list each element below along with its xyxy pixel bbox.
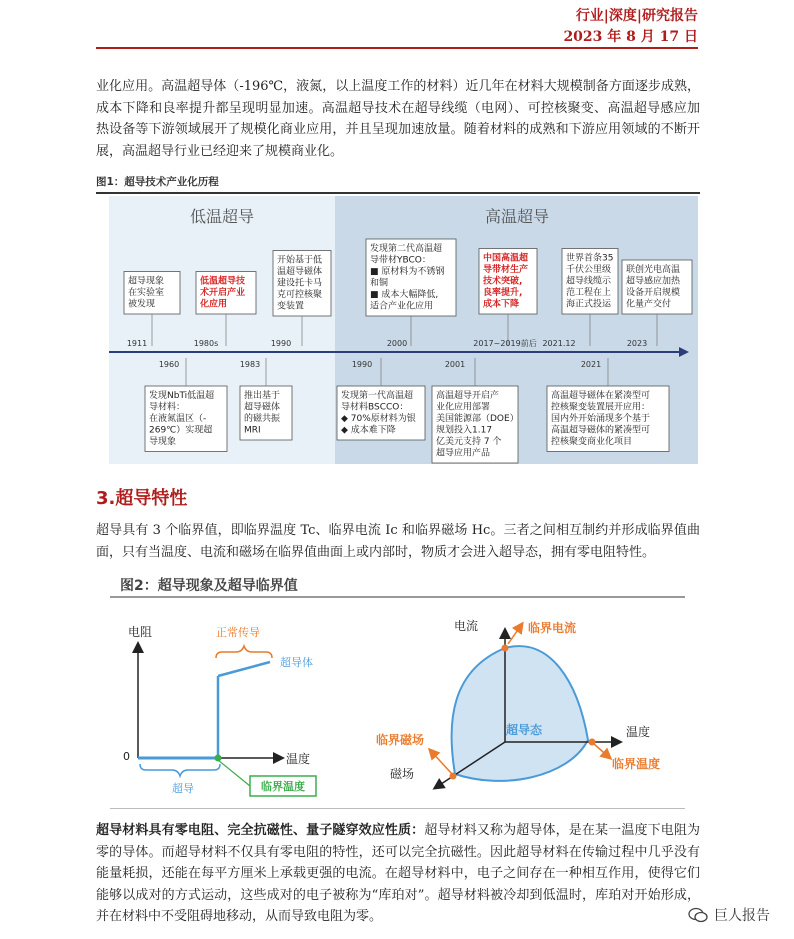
y-axis-label: 电阻 — [128, 625, 153, 639]
section-paragraph: 超导具有 3 个临界值，即临界温度 Tc、临界电流 Ic 和临界磁场 Hc。三者之间相互制约并形成临界值曲面，只有当温度、电流和磁场在临界值曲面上或内部时，物质才会进入超导态，拥有零电阻特性。 — [96, 523, 700, 560]
top-event-box-line: 导带材YBCO： — [370, 255, 431, 266]
top-event-box-line: 化应用 — [200, 299, 228, 310]
bottom-event-box-line: 导材料： — [149, 402, 186, 413]
top-event-box-line: 范工程在上 — [566, 288, 612, 298]
bottom-event-box-line: 高温超导磁体在紧凑型可 — [551, 391, 651, 401]
top-event-box-line: 成本下降 — [483, 299, 520, 310]
superconducting-brace — [140, 764, 220, 776]
top-event-box-line: 化量产交付 — [626, 299, 672, 310]
critical-temperature-label: 临界温度 — [261, 780, 305, 793]
bottom-event-box-line: 推出基于 — [244, 391, 281, 401]
bottom-event-box-line: 控核聚变商业化项目 — [551, 437, 633, 447]
bottom-event-box-line: 的磁共振 — [244, 414, 281, 424]
top-event-box-line: 导带材生产 — [483, 265, 529, 275]
bottom-event-box — [432, 386, 519, 463]
bottom-event-box-line: ◆ 成本难下降 — [341, 425, 396, 436]
bottom-event-box-line: 亿美元支持 7 个 — [436, 437, 502, 447]
figure2-caption: 图2：超导现象及超导临界值 — [120, 578, 298, 594]
top-event-box-line: 在实验室 — [128, 288, 165, 298]
x-axis-label: 温度 — [286, 752, 311, 766]
top-event-box-line: 克可控核聚 — [277, 290, 323, 300]
top-event-box-line: ■ 成本大幅降低, — [370, 290, 439, 300]
top-event-box-line: 世界首条35 — [566, 253, 614, 264]
critical-values-figure — [110, 600, 690, 810]
top-event-box — [124, 272, 180, 315]
current-axis-label: 电流 — [454, 619, 479, 633]
superconductor-timeline-figure — [109, 196, 698, 464]
report-header — [563, 6, 698, 48]
top-event-box-line: 变装置 — [277, 301, 305, 312]
bottom-event-box-line: 业化应用部署 — [436, 402, 491, 413]
top-event-box-line: 低温超导技 — [200, 276, 246, 287]
normal-state-line — [218, 662, 270, 676]
superconducting-region-label: 超导 — [172, 782, 194, 795]
top-event-box-line: 中国高温超 — [483, 253, 529, 264]
bottom-event-box-line: 美国能源部（DOE） — [436, 414, 519, 424]
bottom-event-box — [240, 386, 292, 440]
bottom-paragraph — [96, 820, 700, 928]
temperature-axis-label: 温度 — [626, 725, 651, 739]
timeline-year-bottom: 1960 — [158, 360, 180, 369]
figure1-caption: 图1：超导技术产业化历程 — [96, 176, 219, 188]
figure1-rule — [96, 192, 700, 194]
bottom-event-box-line: 269℃）实现超 — [149, 425, 213, 436]
top-event-box-line: 设备开启规模 — [626, 288, 681, 298]
normal-conduction-label: 正常传导 — [216, 626, 260, 639]
watermark — [688, 905, 770, 925]
critical-current-pointer — [508, 624, 522, 644]
bottom-event-box-line: 控核聚变装置展开应用： — [551, 402, 651, 413]
wechat-icon — [688, 907, 708, 923]
header-category: 行业|深度|研究报告 — [575, 8, 698, 24]
superconducting-state-label: 超导态 — [506, 723, 543, 737]
header-date: 2023 年 8 月 17 日 — [563, 29, 698, 45]
timeline-year-top: 1980s — [193, 339, 219, 348]
figure2-bottom-rule — [110, 808, 685, 809]
bottom-event-box-line: 高温超导磁体的紧凑型可 — [551, 425, 651, 436]
top-event-box-line: 和铜 — [370, 278, 389, 289]
critical-temp-pointer — [594, 744, 610, 758]
top-event-box — [622, 260, 692, 314]
bottom-event-box-line: 发现NbTi低温超 — [149, 391, 215, 401]
top-event-box-line: 海正式投运 — [566, 299, 612, 310]
resistance-temperature-plot — [123, 624, 316, 796]
figure2-rule — [110, 596, 685, 598]
bottom-event-box-line: 在液氮温区（- — [149, 414, 207, 424]
bottom-paragraph-lead: 超导材料具有零电阻、完全抗磁性、量子隧穿效应性质： — [96, 823, 425, 838]
top-event-box-line: 开始基于低 — [277, 255, 323, 266]
bottom-event-box — [547, 386, 669, 452]
top-event-box-line: 超导线缆示 — [566, 276, 612, 287]
bottom-event-box-line: 高温超导开启产 — [436, 391, 500, 401]
low-temp-title: 低温超导 — [189, 207, 255, 226]
top-event-box-line: 超导现象 — [128, 276, 165, 287]
top-event-box — [273, 251, 331, 317]
bottom-event-box-line: 超导磁体 — [244, 402, 281, 413]
header-divider — [96, 47, 698, 49]
top-event-box-line: 被发现 — [128, 299, 156, 310]
timeline-year-bottom: 1983 — [239, 360, 261, 369]
top-event-box-line: 超导感应加热 — [626, 276, 681, 287]
bottom-event-box-line: 导材料BSCCO： — [341, 402, 409, 413]
bottom-event-box — [145, 386, 227, 452]
normal-brace — [216, 646, 272, 658]
top-event-box — [196, 272, 256, 315]
bottom-event-box — [337, 386, 425, 440]
timeline-year-top: 2017~2019前后 — [473, 339, 537, 348]
critical-field-marker — [450, 773, 457, 780]
top-event-box-line: 良率提升, — [483, 288, 523, 298]
field-axis-label: 磁场 — [390, 767, 415, 781]
zero-label: 0 — [123, 750, 130, 763]
top-event-box-line: ■ 原材料为不锈钢 — [370, 267, 445, 277]
top-event-box-line: 千伏公里级 — [566, 265, 612, 275]
top-event-box — [366, 239, 456, 316]
timeline-year-top: 1990 — [270, 339, 292, 348]
watermark-text: 巨人报告 — [714, 908, 770, 924]
critical-surface — [452, 646, 588, 781]
critical-field-pointer — [430, 750, 452, 774]
top-event-box — [562, 249, 618, 315]
section-title: 3.超导特性 — [96, 488, 188, 509]
superconductor-label: 超导体 — [280, 656, 313, 669]
intro-paragraph: 业化应用。高温超导体（-196℃，液氮，以上温度工作的材料）近几年在材料大规模制备方面逐步成熟，成本下降和良率提升都呈现明显加速。高温超导技术在超导线缆（电网）、可控核聚变、高温超导感应加热设备等下游领域展开了规模化商业应用，并且呈现加速放量。随着材料的成熟和下游应用领域的不断开展，高温超导行业已经迎来了规模商业化。 — [96, 79, 700, 159]
critical-temp-label: 临界温度 — [612, 757, 661, 771]
bottom-event-box-line: 导现象 — [149, 437, 177, 447]
high-temp-title: 高温超导 — [484, 207, 550, 226]
top-event-box-line: 发现第二代高温超 — [370, 244, 443, 254]
top-event-box-line: 术开启产业 — [200, 288, 246, 298]
critical-current-label: 临界电流 — [528, 621, 577, 635]
top-event-box-line: 适合产业化应用 — [370, 301, 434, 312]
bottom-paragraph-body: 超导材料又称为超导体，是在某一温度下电阻为零的导体。而超导材料不仅具有零电阻的特性，还可以完全抗磁性。因此超导材料在传输过程中几乎没有能量耗损，还能在每平方厘米上承载更强的电流。在超导材料中，电子之间存在一种相互作用，使得它们能够以成对的方式运动，这些成对的电子被称为“库珀对”。超导材料被冷却到低温时，库珀对开始形成，并在材料中不受阻碍地移动，从而导致电阻为零。 — [96, 823, 700, 924]
critical-surface-plot — [376, 618, 660, 788]
timeline-year-bottom: 2021 — [580, 360, 602, 369]
timeline-year-bottom: 2001 — [444, 360, 466, 369]
timeline-year-top: 2023 — [626, 339, 648, 348]
top-event-box-line: 温超导磁体 — [277, 267, 323, 277]
bottom-event-box-line: 国内外开始涌现多个基于 — [551, 414, 651, 424]
top-event-box — [479, 249, 537, 315]
bottom-event-box-line: ◆ 70%原材料为银 — [341, 414, 416, 424]
bottom-event-box-line: 超导应用产品 — [436, 448, 491, 459]
timeline-year-bottom: 1990 — [351, 360, 373, 369]
bottom-event-box-line: MRI — [244, 425, 261, 436]
bottom-event-box-line: 规划投入1.17 — [436, 425, 493, 436]
bottom-event-box-line: 发现第一代高温超 — [341, 391, 414, 401]
timeline-year-top: 2000 — [386, 339, 408, 348]
timeline-year-top: 2021.12 — [542, 339, 576, 348]
critical-field-label: 临界磁场 — [376, 733, 425, 747]
critical-current-marker — [502, 645, 509, 652]
timeline-year-top: 1911 — [126, 339, 148, 348]
top-event-box-line: 联创光电高温 — [626, 265, 681, 275]
top-event-box-line: 建设托卡马 — [277, 278, 323, 289]
tc-pointer — [218, 760, 250, 786]
top-event-box-line: 技术突破, — [483, 276, 523, 287]
